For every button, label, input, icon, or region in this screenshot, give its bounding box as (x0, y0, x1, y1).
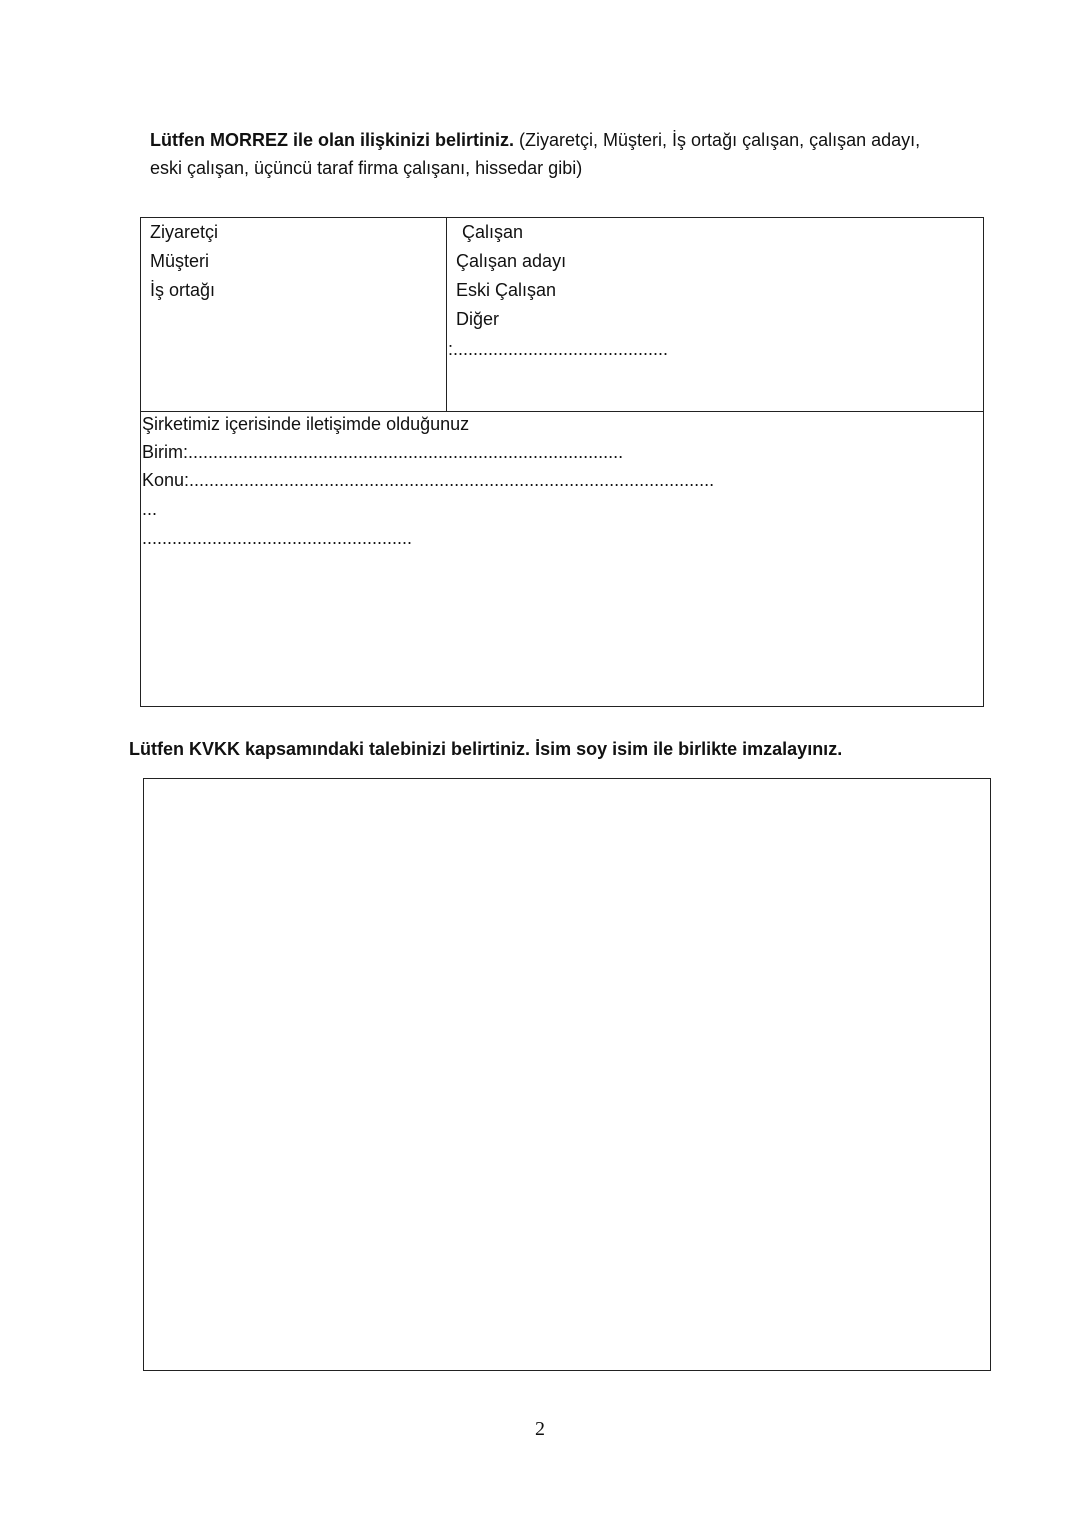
intro-rest: (Ziyaretçi, Müşteri, İş ortağı çalışan, çalışan adayı, eski çalışan, üçüncü taraf firma çalışanı, hissedar gibi) (150, 130, 921, 178)
option-former-employee[interactable]: Eski Çalışan (456, 280, 557, 300)
column-divider (446, 218, 447, 411)
request-box[interactable] (143, 778, 991, 1371)
relation-box (140, 217, 984, 707)
contact-label: Şirketimiz içerisinde iletişimde olduğunuz (142, 414, 470, 434)
unit-fill-line[interactable]: Birim:....................................................................................... (142, 442, 624, 462)
page-number: 2 (535, 1418, 545, 1440)
option-other[interactable]: Diğer (456, 309, 500, 329)
other-fill-line[interactable]: :........................................... (448, 339, 669, 359)
relation-options-left (150, 218, 218, 305)
ellipsis-line: ... (142, 499, 158, 519)
option-employee-candidate[interactable]: Çalışan adayı (456, 251, 567, 271)
extra-fill-line[interactable]: ...................................................... (142, 528, 413, 548)
intro-bold: Lütfen MORREZ ile olan ilişkinizi belirtiniz. (150, 130, 515, 150)
relation-options-right (448, 218, 668, 364)
option-visitor[interactable]: Ziyaretçi (150, 222, 219, 242)
option-employee[interactable]: Çalışan (462, 222, 524, 242)
contact-section (142, 410, 714, 552)
option-business-partner[interactable]: İş ortağı (150, 280, 216, 300)
option-customer[interactable]: Müşteri (150, 251, 210, 271)
intro-text (150, 126, 950, 182)
topic-fill-line[interactable]: Konu:......................................................................................................... (142, 470, 715, 490)
request-heading: Lütfen KVKK kapsamındaki talebinizi belirtiniz. İsim soy isim ile birlikte imzalayınız. (129, 739, 843, 759)
